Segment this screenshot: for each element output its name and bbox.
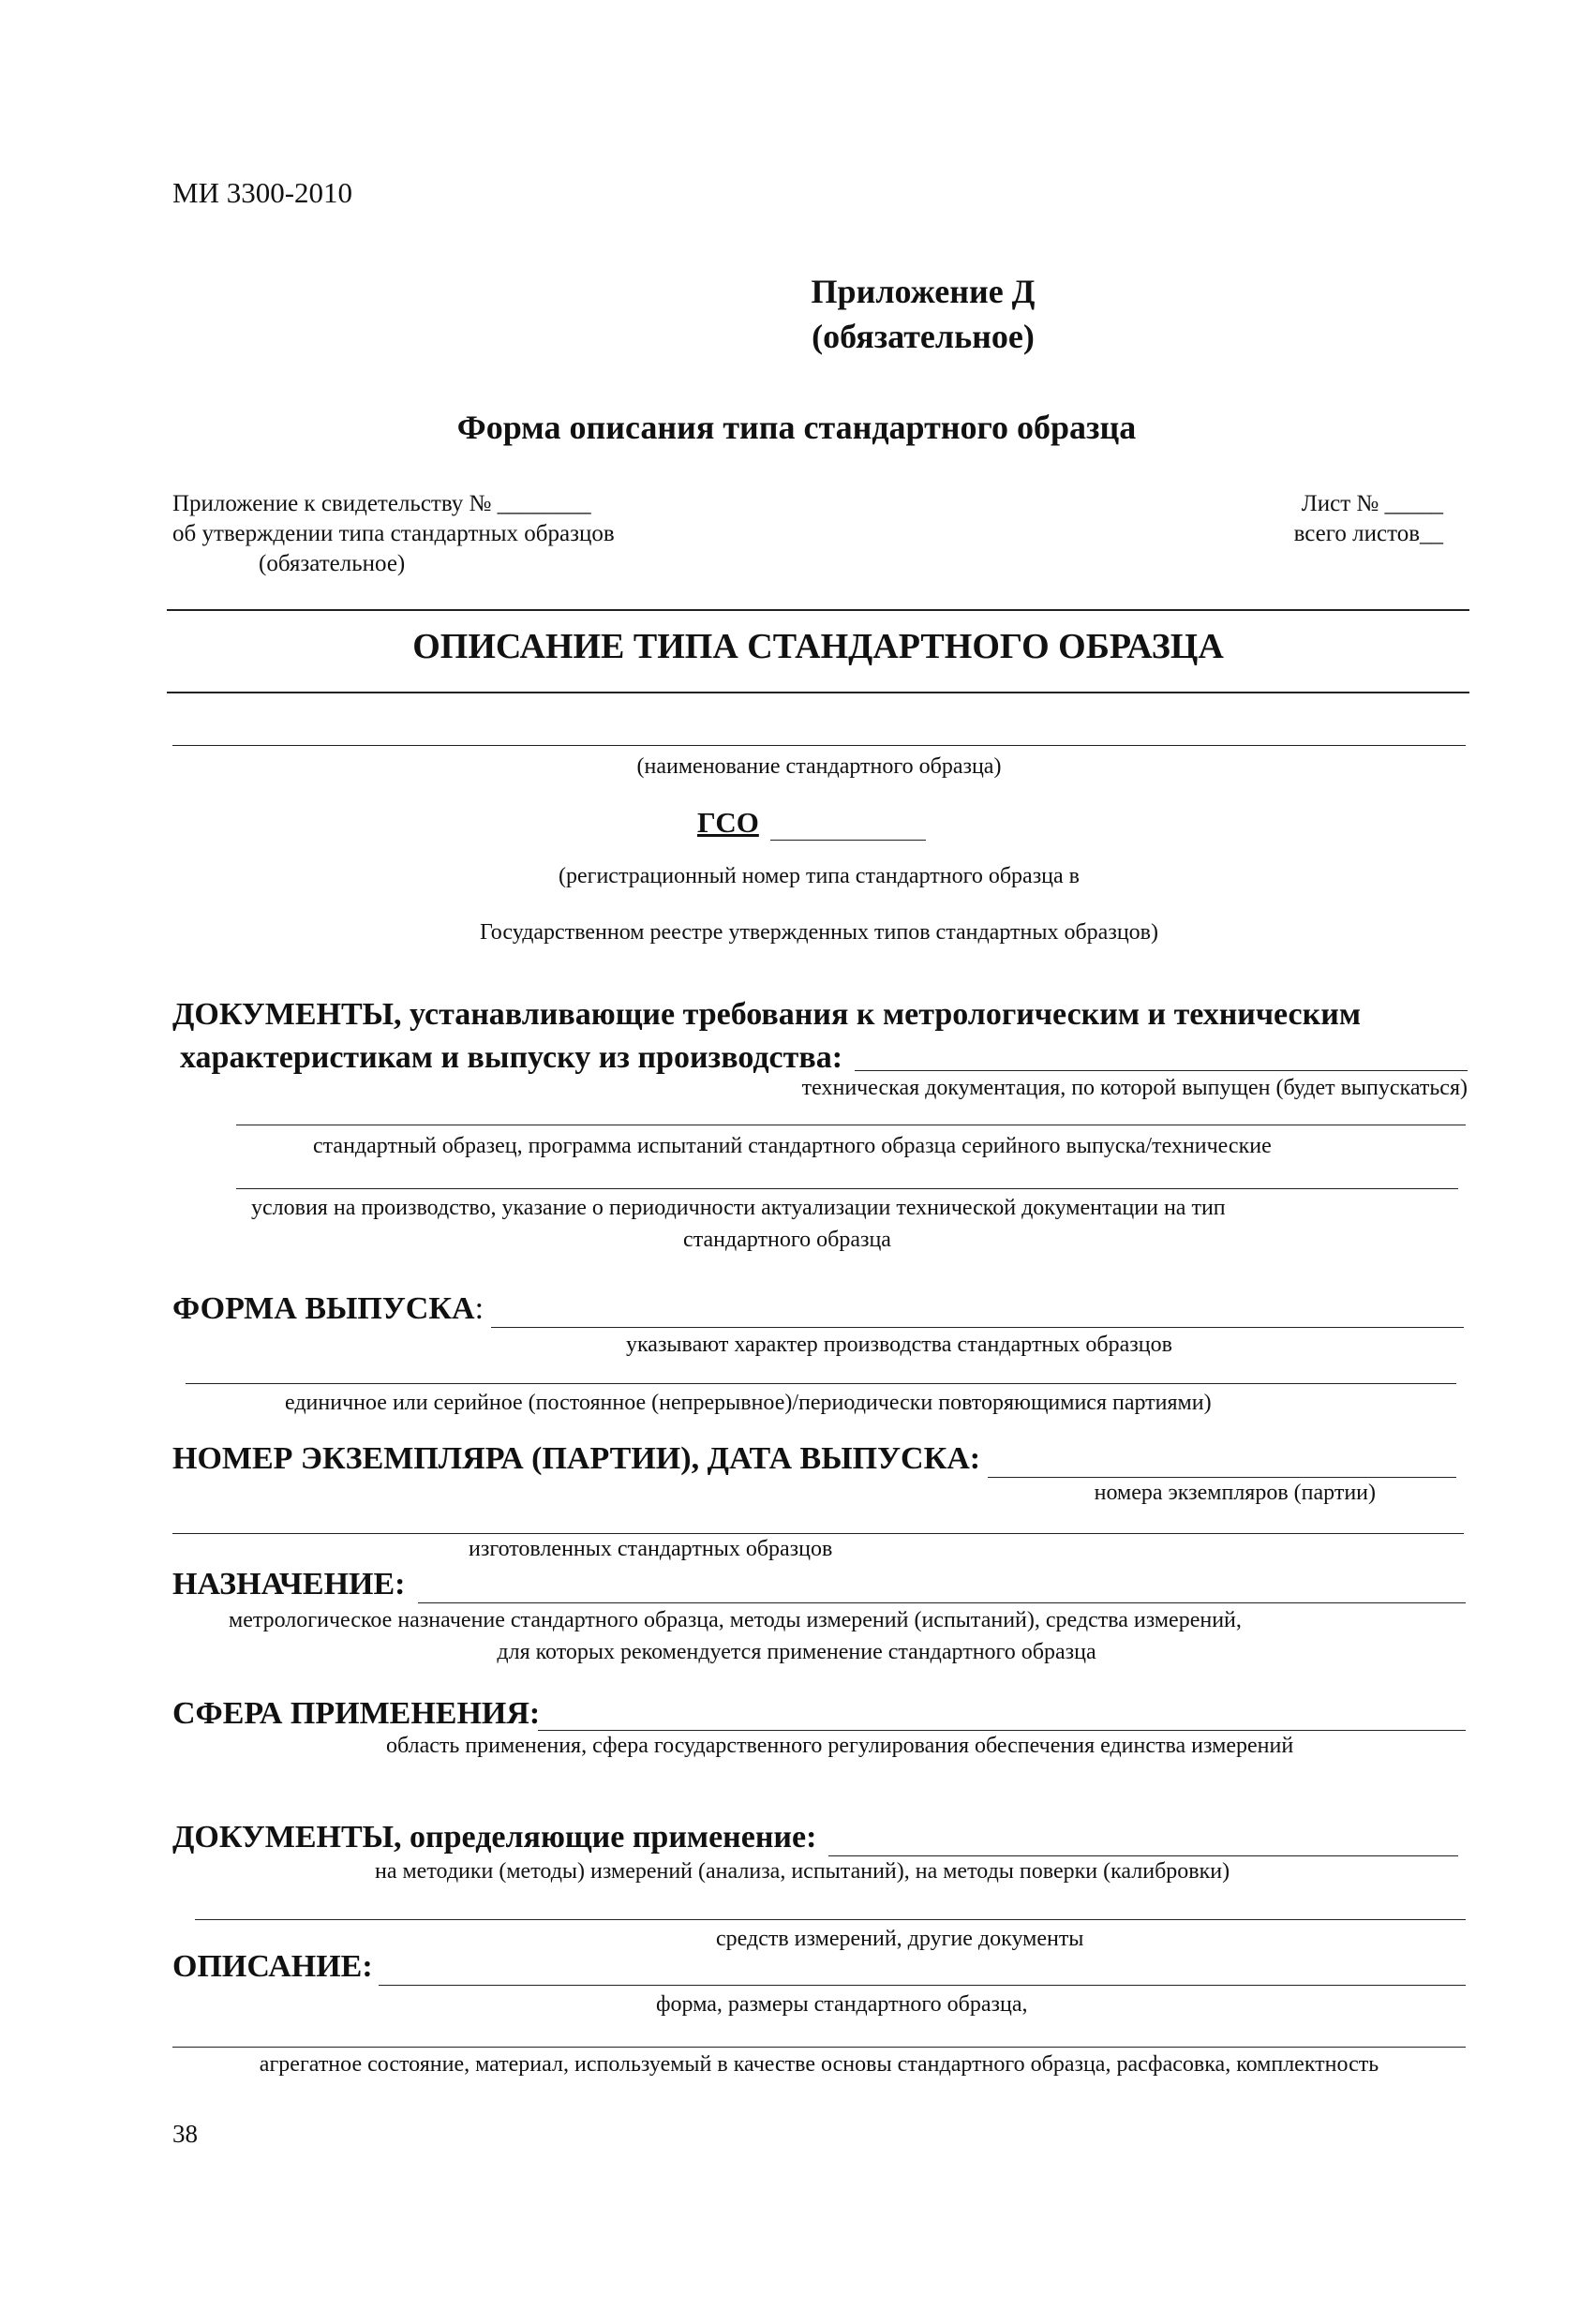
gso-label: ГСО — [697, 806, 759, 839]
docs-usage-hint-2: средств измерений, другие документы — [716, 1927, 1084, 1951]
docs-usage-heading-bold: ДОКУМЕНТЫ — [172, 1820, 395, 1855]
documents-heading-line-2: характеристикам и выпуску из производства: — [180, 1040, 843, 1075]
batch-field-line[interactable] — [988, 1477, 1456, 1478]
documents-hint-4: стандартного образца — [683, 1228, 891, 1252]
header-left-line-2: об утверждении типа стандартных образцов — [172, 521, 615, 546]
purpose-hint-2: для которых рекомендуется применение стандартного образца — [497, 1640, 1096, 1664]
rule-top — [167, 609, 1469, 611]
release-form-colon: : — [474, 1291, 484, 1326]
docs-usage-heading — [172, 1820, 816, 1855]
description-hint-1: форма, размеры стандартного образца, — [656, 1992, 1028, 2017]
description-line-2[interactable] — [172, 2047, 1466, 2048]
header-right-total: всего листов__ — [1293, 521, 1443, 546]
purpose-label: НАЗНАЧЕНИЕ: — [172, 1567, 406, 1601]
documents-hint-2: стандартный образец, программа испытаний стандартного образца серийного выпуска/технические — [313, 1134, 1272, 1158]
header-right-sheet: Лист № _____ — [1301, 491, 1443, 516]
docs-usage-heading-rest: , определяющие применение: — [394, 1820, 817, 1855]
name-caption: (наименование стандартного образца) — [636, 754, 1002, 779]
page-number: 38 — [172, 2120, 198, 2148]
documents-hint-3: условия на производство, указание о периодичности актуализации технической документации на тип — [251, 1196, 1226, 1220]
gso-number-line[interactable] — [770, 840, 926, 841]
batch-hint-1: номера экземпляров (партии) — [1094, 1481, 1376, 1505]
documents-field-line[interactable] — [855, 1070, 1468, 1071]
header-left-line-3: (обязательное) — [259, 551, 406, 576]
description-hint-2: агрегатное состояние, материал, используемый в качестве основы стандартного образца, расфасовка, комплектность — [259, 2052, 1379, 2077]
main-title: ОПИСАНИЕ ТИПА СТАНДАРТНОГО ОБРАЗЦА — [412, 627, 1224, 666]
registration-caption-2: Государственном реестре утвержденных типов стандартных образцов) — [480, 920, 1158, 945]
documents-hint-1: техническая документация, по которой выпущен (будет выпускаться) — [801, 1076, 1468, 1100]
name-line — [172, 745, 1466, 746]
registration-caption-1: (регистрационный номер типа стандартного образца в — [558, 864, 1081, 888]
appendix-status: (обязательное) — [812, 318, 1035, 355]
description-label: ОПИСАНИЕ: — [172, 1949, 373, 1984]
scope-field-line[interactable] — [538, 1730, 1466, 1731]
purpose-field-line[interactable] — [418, 1602, 1466, 1603]
description-field-line[interactable] — [379, 1985, 1466, 1986]
document-code: МИ 3300-2010 — [172, 176, 353, 209]
batch-hint-2: изготовленных стандартных образцов — [469, 1537, 833, 1561]
docs-usage-field-line[interactable] — [828, 1855, 1458, 1856]
docs-usage-line-2[interactable] — [195, 1919, 1466, 1920]
rule-bottom — [167, 692, 1469, 693]
appendix-title: Приложение Д — [811, 273, 1036, 310]
form-title: Форма описания типа стандартного образца — [456, 409, 1137, 446]
docs-usage-hint-1: на методики (методы) измерений (анализа, испытаний), на методы поверки (калибровки) — [375, 1859, 1230, 1884]
documents-heading — [172, 997, 1361, 1033]
purpose-hint-1: метрологическое назначение стандартного образца, методы измерений (испытаний), средства измерений, — [229, 1608, 1242, 1632]
batch-line-2[interactable] — [172, 1533, 1464, 1534]
scope-label: СФЕРА ПРИМЕНЕНИЯ: — [172, 1696, 541, 1731]
header-left-line-1: Приложение к свидетельству № ________ — [172, 491, 591, 516]
release-form-label — [172, 1291, 484, 1327]
release-form-label-text: ФОРМА ВЫПУСКА — [172, 1291, 475, 1326]
scope-hint: область применения, сфера государственного регулирования обеспечения единства измерений — [386, 1734, 1294, 1758]
release-form-hint-1: указывают характер производства стандартных образцов — [626, 1333, 1172, 1357]
batch-label: НОМЕР ЭКЗЕМПЛЯРА (ПАРТИИ), ДАТА ВЫПУСКА: — [172, 1441, 981, 1476]
documents-heading-bold: ДОКУМЕНТЫ — [172, 997, 395, 1032]
release-form-line[interactable] — [491, 1327, 1464, 1328]
documents-line-3[interactable] — [236, 1188, 1458, 1189]
release-form-hint-2: единичное или серийное (постоянное (непрерывное)/периодически повторяющимися партиями) — [285, 1391, 1212, 1415]
documents-heading-rest: , устанавливающие требования к метрологическим и техническим — [394, 997, 1361, 1032]
release-form-line-2[interactable] — [186, 1383, 1456, 1384]
